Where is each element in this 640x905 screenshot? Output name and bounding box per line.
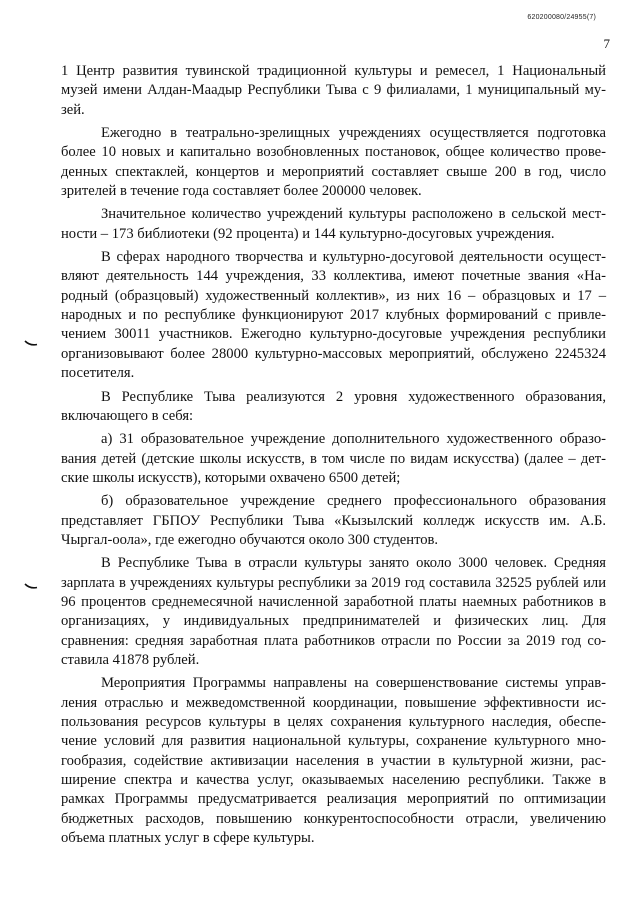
paragraph: а) 31 образовательное учреждение дополнительного художественного образования детей (детские школы искусств, в том числе по видам искусства) (далее – детские школы искусств), которыми охвачено 6500 детей;	[61, 431, 606, 486]
paragraph: Мероприятия Программы направлены на совершенствование системы управления отраслью и межведомственной координации, повышение эффективности использования ресурсов культуры в целях сохранения культурного наследия, обеспечение условий для развития национальной культуры, сохранение культурного многообразия, содействие активизации населения в участии в культурной жизни, расширение спектра и качества услуг, оказываемых населению республики. Также в рамках Программы предусматривается реализация мероприятий по оптимизации бюджетных расходов, повышению конкурентоспособности отрасли, увеличению объема платных услуг в сфере культуры.	[61, 675, 606, 847]
paragraph: В Республике Тыва реализуются 2 уровня художественного образования, включающего в себя:	[61, 388, 606, 424]
paragraph: б) образовательное учреждение среднего профессионального образования представляет ГБПОУ Республики Тыва «Кызылский колледж искусств им. А.Б. Чыргал-оола», где ежегодно обучаются около 300 студентов.	[61, 493, 606, 548]
paragraph: 1 Центр развития тувинской традиционной культуры и ремесел, 1 Национальный музей имени Алдан-Маадыр Республики Тыва с 9 филиалами, 1 муниципальный музей.	[61, 63, 606, 118]
margin-tick-mark	[24, 583, 38, 589]
paragraph: В сферах народного творчества и культурно-досуговой деятельности осуществляют деятельность 144 учреждения, 33 коллектива, имеют почетные звания «Народный (образцовый) художественный коллектив», из них 16 – образцовых и 17 – народных и по республике функционируют 2017 клубных формирований с привлечением 30011 участников. Ежегодно культурно-досуговые учреждения республики организовывают более 28000 культурно-массовых мероприятий, обслужено 2245324 посетителя.	[61, 249, 606, 382]
page-number: 7	[603, 36, 610, 51]
paragraph: Значительное количество учреждений культуры расположено в сельской местности – 173 библиотеки (92 процента) и 144 культурно-досуговых учреждения.	[61, 206, 606, 242]
document-id: 620200080/24955(7)	[527, 14, 596, 21]
document-body	[61, 62, 606, 852]
margin-tick-mark	[24, 340, 38, 346]
paragraph: В Республике Тыва в отрасли культуры занято около 3000 человек. Средняя зарплата в учреждениях культуры республики за 2019 год составила 32525 рублей или 96 процентов среднемесячной начисленной заработной платы наемных работников в организациях, у индивидуальных предпринимателей и физических лиц. Для сравнения: средняя заработная плата работников отрасли по России за 2019 год составила 41878 рублей.	[61, 555, 606, 668]
paragraph: Ежегодно в театрально-зрелищных учреждениях осуществляется подготовка более 10 новых и капитально возобновленных постановок, общее количество проведенных спектаклей, концертов и мероприятий составляет свыше 200 в год, число зрителей в течение года составляет более 200000 человек.	[61, 125, 606, 200]
